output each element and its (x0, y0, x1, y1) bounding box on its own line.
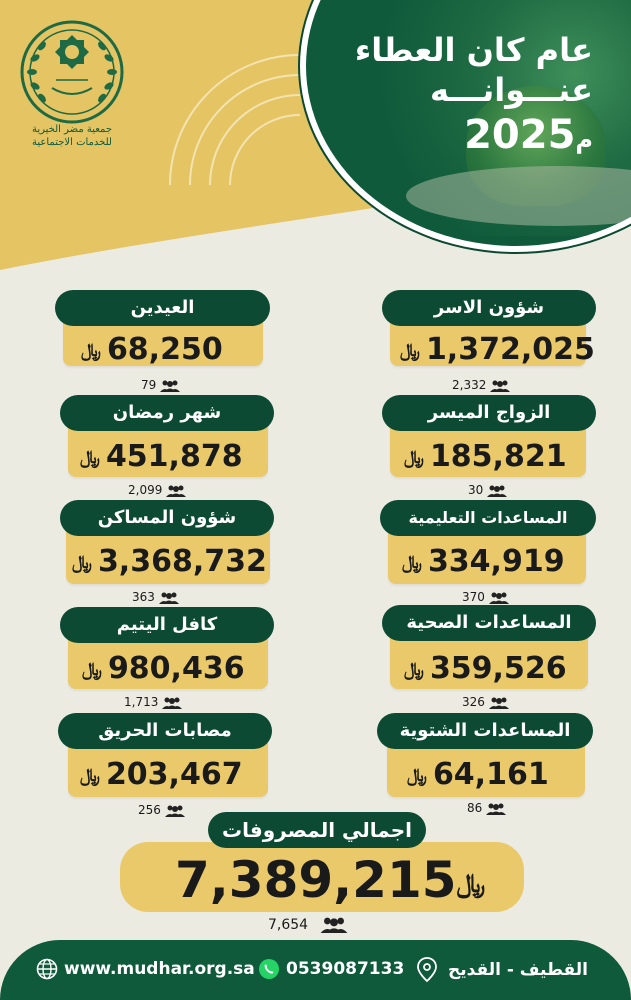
card-count-value: 370 (462, 590, 485, 604)
card-label: مصابات الحريق (58, 713, 272, 749)
card-label: المساعدات الشتوية (377, 713, 593, 749)
card-label: شهر رمضان (60, 395, 274, 431)
card-count-value: 79 (141, 378, 157, 392)
card-amount-value: 334,919 (427, 544, 565, 579)
card-amount (72, 542, 267, 583)
card-label: المساعدات الصحية (382, 605, 596, 641)
hand-icon (406, 166, 631, 226)
people-icon (159, 592, 179, 604)
card-count-value: 1,713 (124, 695, 159, 709)
year: 2025 (464, 112, 576, 158)
org-name-line1: جمعية مضر الخيرية (31, 124, 113, 135)
people-icon (160, 380, 180, 392)
riyal-symbol: ﷼ (400, 339, 420, 361)
footer-phone[interactable] (258, 957, 404, 981)
total-amount-value: 7,389,215 (175, 851, 457, 909)
card-count (132, 590, 179, 604)
riyal-symbol: ﷼ (80, 764, 100, 786)
total-label: اجمالي المصروفات (208, 812, 426, 848)
people-icon (490, 380, 510, 392)
riyal-symbol: ﷼ (402, 551, 422, 573)
total-amount (175, 850, 493, 914)
title-line2: عنـــوانـــه (430, 71, 593, 109)
card-count (468, 483, 507, 497)
footer-location[interactable] (416, 957, 588, 983)
riyal-symbol: ﷼ (404, 658, 424, 680)
riyal-symbol: ﷼ (404, 446, 424, 468)
decorative-arcs-icon (150, 35, 310, 195)
people-icon (489, 697, 509, 709)
card-amount (80, 437, 243, 478)
total-count-value: 7,654 (268, 917, 309, 933)
card-amount (404, 649, 567, 690)
card-amount (81, 330, 223, 371)
card-count-value: 86 (467, 801, 483, 815)
card-label: شؤون الاسر (382, 290, 596, 326)
card-count (462, 695, 509, 709)
card-amount-value: 451,878 (105, 439, 243, 474)
card-amount (402, 542, 565, 583)
card-label: المساعدات التعليمية (380, 500, 596, 536)
card-amount-value: 185,821 (429, 439, 567, 474)
riyal-symbol: ﷼ (456, 868, 486, 899)
card-amount-value: 68,250 (106, 332, 223, 367)
website-text: www.mudhar.org.sa (64, 959, 255, 979)
card-count-value: 363 (132, 590, 155, 604)
card-label: كافل اليتيم (60, 607, 274, 643)
card-amount-value: 1,372,025 (425, 332, 595, 367)
card-amount (400, 330, 595, 371)
card-amount-value: 980,436 (107, 651, 245, 686)
card-amount (404, 437, 567, 478)
card-amount-value: 359,526 (429, 651, 567, 686)
card-count (128, 483, 186, 497)
page-title (355, 30, 593, 165)
people-icon (319, 917, 349, 933)
riyal-symbol: ﷼ (81, 339, 101, 361)
card-count (141, 378, 180, 392)
total-count (268, 917, 349, 933)
card-count-value: 326 (462, 695, 485, 709)
riyal-symbol: ﷼ (72, 551, 92, 573)
card-count-value: 2,332 (452, 378, 487, 392)
card-label: العيدين (55, 290, 270, 326)
card-amount (82, 649, 245, 690)
card-amount-value: 64,161 (432, 757, 549, 792)
people-icon (486, 803, 506, 815)
footer-bar (0, 940, 631, 1000)
riyal-symbol: ﷼ (82, 658, 102, 680)
riyal-symbol: ﷼ (407, 764, 427, 786)
card-count-value: 30 (468, 483, 484, 497)
card-count (467, 801, 506, 815)
card-count-value: 2,099 (128, 483, 163, 497)
card-amount (407, 755, 549, 796)
card-label: الزواج الميسر (382, 395, 596, 431)
people-icon (166, 485, 186, 497)
card-count (138, 803, 185, 817)
phone-text: 0539087133 (286, 959, 405, 979)
logo-emblem-icon (18, 18, 126, 126)
location-text: القطيف - القديح (448, 960, 588, 980)
year-suffix: م (575, 126, 593, 154)
globe-icon (36, 958, 58, 980)
card-amount-value: 203,467 (105, 757, 243, 792)
people-icon (165, 805, 185, 817)
card-count (462, 590, 509, 604)
whatsapp-icon (258, 958, 280, 980)
card-count (452, 378, 510, 392)
people-icon (487, 485, 507, 497)
people-icon (489, 592, 509, 604)
org-name (20, 123, 124, 149)
card-amount-value: 3,368,732 (97, 544, 267, 579)
title-year (355, 110, 593, 165)
footer-website[interactable] (36, 957, 255, 981)
people-icon (162, 697, 182, 709)
card-label: شؤون المساكن (60, 500, 274, 536)
card-count (124, 695, 182, 709)
card-count-value: 256 (138, 803, 161, 817)
card-amount (80, 755, 243, 796)
location-pin-icon (416, 957, 438, 983)
title-line1: عام كان العطاء (354, 31, 593, 69)
riyal-symbol: ﷼ (80, 446, 100, 468)
org-name-line2: للخدمات الاجتماعية (32, 137, 112, 148)
